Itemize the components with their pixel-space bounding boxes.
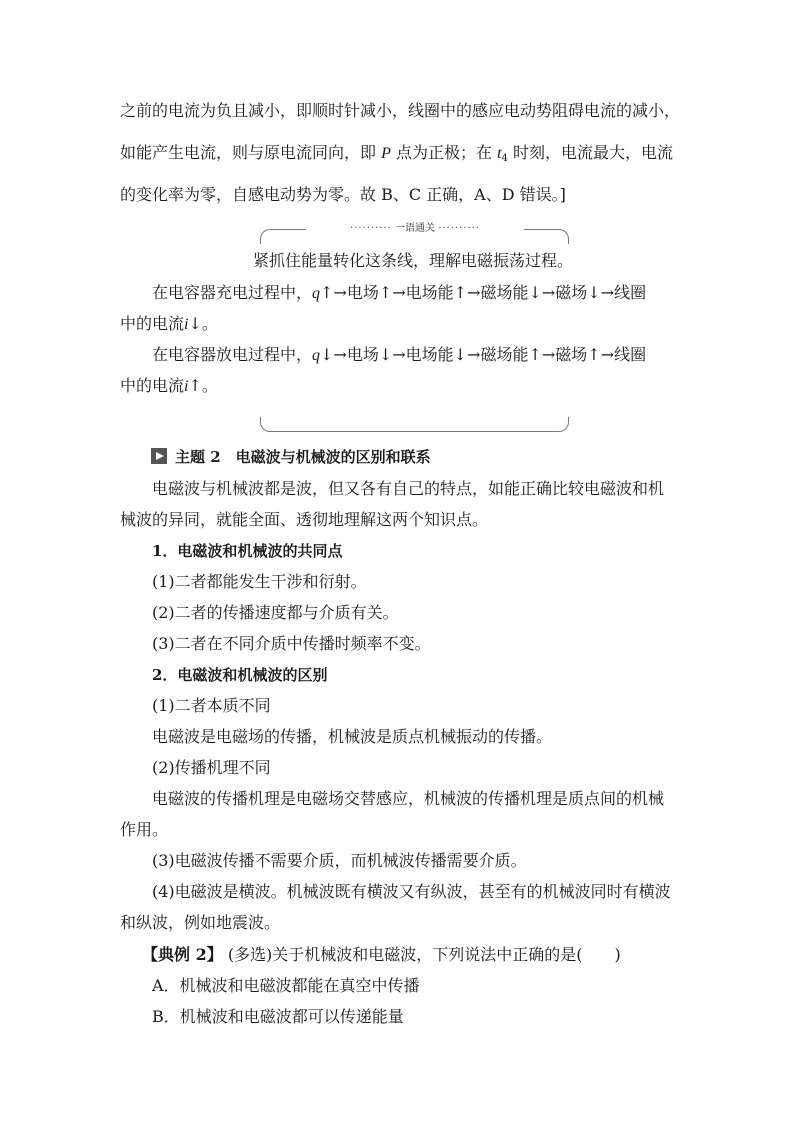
topic-intro-2: 械波的异同，就能全面、透彻地理解这两个知识点。	[120, 510, 489, 529]
charge-line-2	[120, 314, 218, 335]
label-dots-right: ··········	[438, 223, 480, 234]
charge-i: i	[184, 316, 189, 333]
intro-line-1: 之前的电流为负且减小，即顺时针减小，线圈中的感应电动势阻碍电流的减小，	[120, 101, 681, 120]
section-1-item-1: (1)二者都能发生干涉和衍射。	[152, 572, 367, 591]
point-p: P	[381, 145, 391, 162]
summary-box-bottom	[260, 417, 569, 432]
section-2-point-3: (3)电磁波传播不需要介质，而机械波传播需要介质。	[152, 851, 527, 870]
option-a: A．机械波和电磁波都能在真空中传播	[152, 976, 420, 995]
summary-box-label	[306, 223, 524, 235]
time-t: t	[497, 145, 502, 162]
intro-line-3: 的变化率为零，自感电动势为零。故 B、C 正确，A、D 错误。]	[120, 185, 566, 204]
discharge-line-2-start: 中的电流	[120, 376, 185, 395]
label-text: 一语通关	[395, 223, 435, 234]
section-1-item-2: (2)二者的传播速度都与介质有关。	[152, 603, 399, 622]
discharge-line-2	[120, 376, 218, 397]
section-2-point-2-text-1: 电磁波的传播机理是电磁场交替感应，机械波的传播机理是质点间的机械	[152, 789, 665, 808]
intro-line-2-start: 如能产生电流，则与原电流同向，即	[120, 143, 377, 162]
section-1-title: 1．电磁波和机械波的共同点	[152, 542, 343, 560]
topic-heading: 主题 2 电磁波与机械波的区别和联系	[175, 448, 431, 466]
intro-line-2-end: 时刻，电流最大，电流	[513, 143, 674, 162]
section-2-point-4-line-1: (4)电磁波是横波。机械波既有横波又有纵波，甚至有的机械波同时有横波	[152, 882, 671, 901]
example-question	[142, 945, 621, 965]
example-label: 【典例 2】	[142, 945, 223, 964]
section-2-point-2-text-2: 作用。	[120, 820, 169, 839]
discharge-q: q	[312, 347, 321, 364]
play-icon	[151, 448, 167, 464]
discharge-line-2-end: ↑。	[188, 376, 218, 395]
discharge-line-1-chain: ↓→电场↓→电场能↓→磁场能↑→磁场↑→线圈	[320, 345, 647, 364]
discharge-line-1-start: 在电容器放电过程中，	[152, 345, 313, 364]
intro-line-2	[120, 143, 673, 169]
charge-q: q	[312, 285, 321, 302]
example-question-text: (多选)关于机械波和电磁波，下列说法中正确的是( )	[227, 945, 621, 964]
intro-line-2-mid: 点为正极；在	[395, 143, 492, 162]
summary-title: 紧抓住能量转化这条线，理解电磁振荡过程。	[253, 251, 574, 270]
time-subscript: 4	[501, 153, 508, 164]
discharge-i: i	[184, 378, 189, 395]
section-1-item-3: (3)二者在不同介质中传播时频率不变。	[152, 634, 431, 653]
option-b: B．机械波和电磁波都可以传递能量	[152, 1007, 404, 1026]
discharge-line-1	[152, 345, 646, 366]
section-2-title: 2．电磁波和机械波的区别	[152, 666, 328, 684]
label-dots-left: ··········	[350, 223, 392, 234]
charge-line-2-start: 中的电流	[120, 314, 185, 333]
section-2-point-4-line-2: 和纵波，例如地震波。	[120, 913, 281, 932]
charge-line-1-start: 在电容器充电过程中，	[152, 283, 313, 302]
topic-intro-1: 电磁波与机械波都是波，但又各有自己的特点，如能正确比较电磁波和机	[152, 479, 665, 498]
section-2-point-2-title: (2)传播机理不同	[152, 758, 271, 777]
section-2-point-1-text: 电磁波是电磁场的传播，机械波是质点机械振动的传播。	[152, 727, 553, 746]
charge-line-1	[152, 283, 646, 304]
charge-line-1-chain: ↑→电场↑→电场能↑→磁场能↓→磁场↓→线圈	[320, 283, 647, 302]
charge-line-2-end: ↓。	[188, 314, 218, 333]
section-2-point-1-title: (1)二者本质不同	[152, 696, 271, 715]
